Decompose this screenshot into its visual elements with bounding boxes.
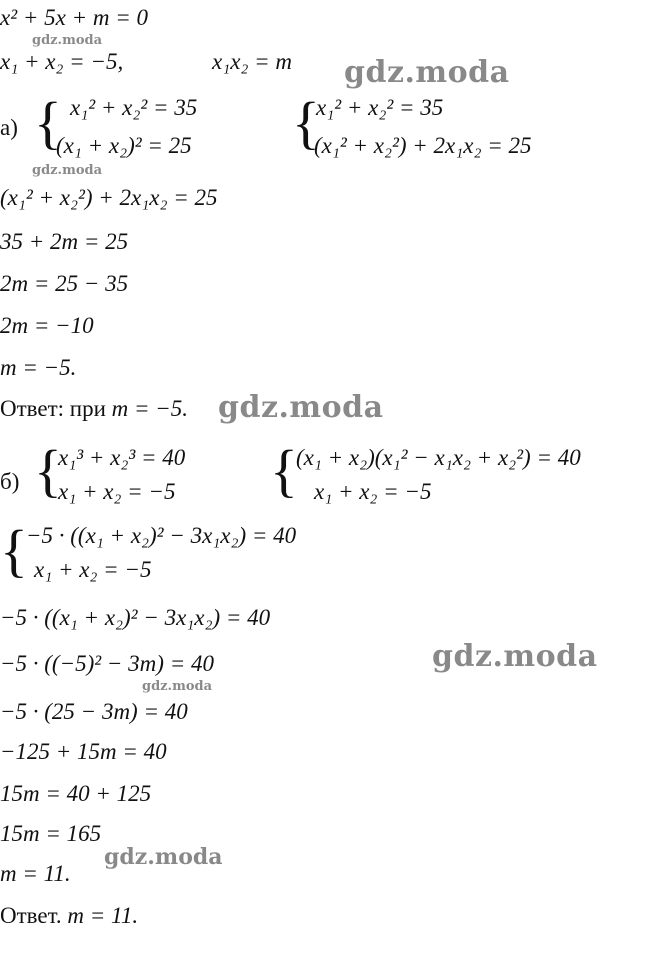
part-b-system-3 xyxy=(0,516,380,596)
part-b-system-2 xyxy=(270,436,646,516)
part-b-system-1 xyxy=(34,436,234,516)
answer-prefix: Ответ. xyxy=(0,903,62,928)
part-b-step-4: −125 + 15m = 40 xyxy=(0,739,167,764)
watermark: gdz.moda xyxy=(142,679,213,694)
brace-icon: { xyxy=(292,90,320,155)
watermark: gdz.moda xyxy=(32,163,103,178)
part-a-step-4: 2m = −10 xyxy=(0,313,94,338)
brace-icon: { xyxy=(34,438,62,503)
system-line: (x₁² + x₂²) + 2x₁x₂ = 25 xyxy=(314,133,532,158)
answer-value: m = 11. xyxy=(67,903,139,928)
vieta-product: x₁x₂ = m xyxy=(212,49,293,74)
system-line: x₁ + x₂ = −5 xyxy=(314,479,432,504)
watermark: gdz.moda xyxy=(32,33,103,48)
system-line: x₁ + x₂ = −5 xyxy=(34,557,152,582)
watermark: gdz.moda xyxy=(104,844,223,870)
part-b-step-6: 15m = 165 xyxy=(0,821,102,846)
vieta-sum: x₁ + x₂ = −5, xyxy=(0,49,124,74)
system-line: x₁ + x₂ = −5 xyxy=(58,479,176,504)
part-b-step-1: −5 · ((x₁ + x₂)² − 3x₁x₂) = 40 xyxy=(0,605,271,630)
part-b-step-3: −5 · (25 − 3m) = 40 xyxy=(0,699,188,724)
system-line: x₁³ + x₂³ = 40 xyxy=(58,445,186,470)
system-line: (x₁ + x₂)² = 25 xyxy=(56,133,192,158)
part-b-step-7: m = 11. xyxy=(0,861,71,886)
brace-icon: { xyxy=(0,518,28,583)
watermark: gdz.moda xyxy=(432,639,598,674)
part-b-step-5: 15m = 40 + 125 xyxy=(0,781,152,806)
part-a-step-3: 2m = 25 − 35 xyxy=(0,271,129,296)
answer-value: m = −5. xyxy=(111,396,189,421)
part-a-answer xyxy=(0,397,188,420)
part-b-label: б) xyxy=(0,469,20,494)
watermark: gdz.moda xyxy=(344,55,510,90)
part-b-step-2: −5 · ((−5)² − 3m) = 40 xyxy=(0,651,214,676)
brace-icon: { xyxy=(34,90,62,155)
part-a-label: а) xyxy=(0,115,18,140)
system-line: −5 · ((x₁ + x₂)² − 3x₁x₂) = 40 xyxy=(26,523,297,548)
part-a-step-5: m = −5. xyxy=(0,355,77,380)
system-line: x₁² + x₂² = 35 xyxy=(70,95,198,120)
system-line: x₁² + x₂² = 35 xyxy=(316,95,444,120)
part-b-answer xyxy=(0,904,138,927)
watermark: gdz.moda xyxy=(218,390,384,425)
part-a-step-2: 35 + 2m = 25 xyxy=(0,229,129,254)
part-a-step-1: (x₁² + x₂²) + 2x₁x₂ = 25 xyxy=(0,185,218,210)
quadratic-equation: x² + 5x + m = 0 xyxy=(0,5,148,30)
system-line: (x₁ + x₂)(x₁² − x₁x₂ + x₂²) = 40 xyxy=(296,445,581,470)
part-a-system-1 xyxy=(34,88,244,168)
brace-icon: { xyxy=(270,438,298,503)
part-a-system-2 xyxy=(292,88,602,168)
answer-prefix: Ответ: при xyxy=(0,396,106,421)
